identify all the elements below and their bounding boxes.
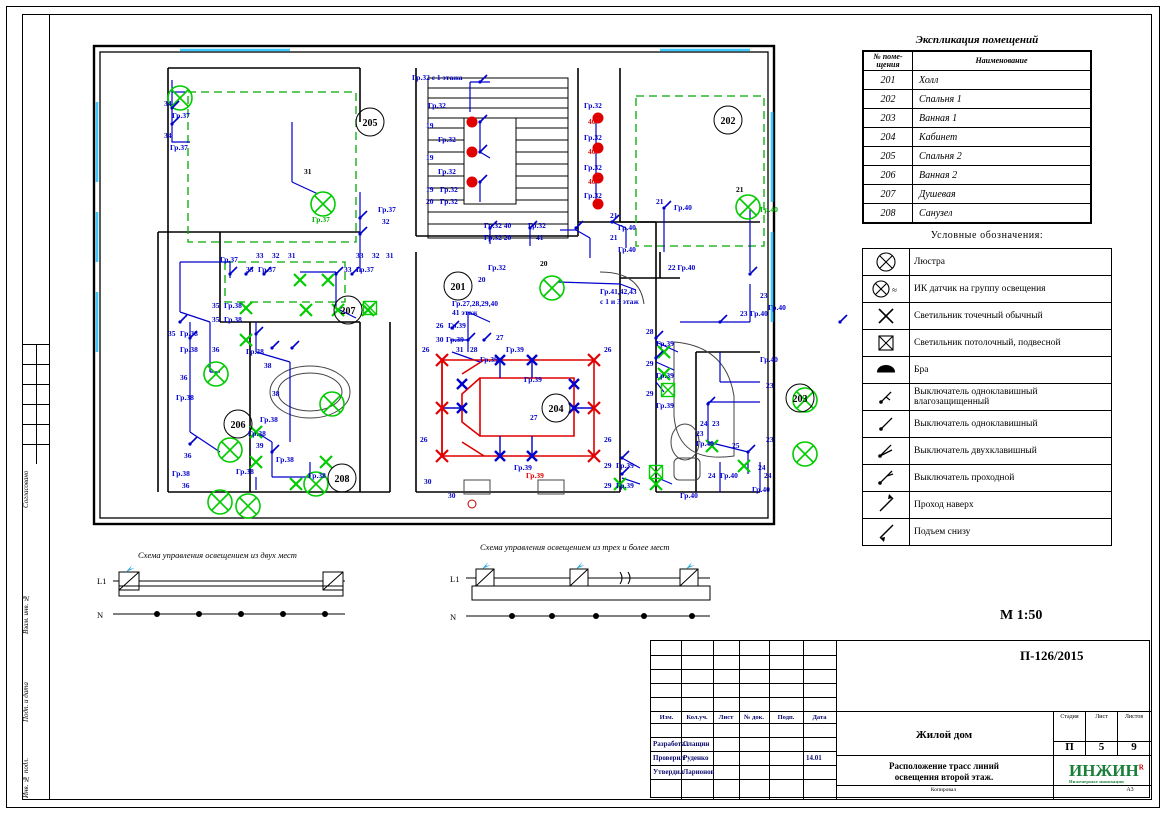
svg-text:Гр.37: Гр.37	[356, 265, 374, 274]
svg-text:Гр.38: Гр.38	[260, 415, 278, 424]
svg-text:Гр.32: Гр.32	[584, 133, 602, 142]
svg-text:Гр.32: Гр.32	[438, 135, 456, 144]
svg-text:Гр.39: Гр.39	[656, 339, 674, 348]
legend-title: Условные обозначения:	[930, 230, 1044, 241]
svg-text:Гр.32: Гр.32	[440, 185, 458, 194]
svg-text:19: 19	[426, 153, 434, 162]
svg-text:21: 21	[656, 197, 664, 206]
legend-row	[863, 492, 1111, 519]
table-row: 207 Душевая	[864, 185, 1091, 204]
spotlight-icon	[863, 303, 910, 329]
svg-text:38: 38	[272, 389, 280, 398]
svg-text:35: 35	[212, 301, 220, 310]
svg-text:21: 21	[736, 185, 744, 194]
svg-text:30: 30	[436, 335, 444, 344]
svg-text:33: 33	[256, 251, 264, 260]
scale-label: M 1:50	[1000, 608, 1043, 623]
svg-text:Гр.32: Гр.32	[584, 101, 602, 110]
svg-text:23: 23	[740, 309, 748, 318]
svg-text:201: 201	[450, 282, 466, 293]
legend-row	[863, 276, 1111, 303]
svg-text:29: 29	[604, 481, 612, 490]
svg-text:36: 36	[184, 451, 192, 460]
svg-text:Гр.38: Гр.38	[224, 301, 242, 310]
document-number: П-126/2015	[1020, 648, 1084, 663]
svg-text:Гр.39: Гр.39	[524, 375, 542, 384]
chandelier-icon	[863, 249, 910, 275]
copy-label: Копировал	[930, 787, 957, 793]
svg-text:Гр.39: Гр.39	[446, 335, 464, 344]
legend-row	[863, 249, 1111, 276]
tb-stage-value: П	[1065, 741, 1074, 753]
tb-role-1: Проверил	[653, 754, 685, 762]
legend-row	[863, 330, 1111, 357]
tb-name-1: Руденко	[683, 754, 709, 762]
svg-text:24: 24	[708, 471, 716, 480]
svg-text:21: 21	[610, 211, 618, 220]
explication-header-num	[864, 52, 913, 71]
explication-title: Экспликация помещений	[915, 34, 1039, 46]
tb-sheets-header: Листов	[1124, 714, 1144, 720]
svg-text:24: 24	[758, 463, 766, 472]
tb-col-kol: Кол.уч.	[686, 714, 708, 721]
svg-text:23: 23	[766, 381, 774, 390]
svg-text:31: 31	[304, 167, 312, 176]
svg-text:Гр.39: Гр.39	[526, 471, 544, 480]
scheme-l-label: L1	[97, 576, 107, 586]
svg-text:Гр.37: Гр.37	[378, 205, 396, 214]
tb-role-2: Утвердил	[653, 768, 684, 776]
left-margin-column	[22, 14, 50, 800]
svg-text:203: 203	[792, 394, 808, 405]
legend-label: Выключатель одноклавишный влагозащищенный	[914, 386, 1038, 407]
svg-text:28: 28	[470, 345, 478, 354]
svg-text:Гр.38: Гр.38	[180, 329, 198, 338]
table-row: 201 Холл	[864, 71, 1091, 90]
svg-text:Гр.39: Гр.39	[480, 355, 498, 364]
svg-text:Гр.41,42,43: Гр.41,42,43	[600, 287, 637, 296]
tb-col-data: Дата	[812, 714, 827, 721]
tb-col-podp: Подп.	[777, 714, 795, 721]
margin-label-changed: Взам. инв. №	[22, 594, 30, 634]
svg-text:29: 29	[646, 389, 654, 398]
scheme-two-places	[95, 562, 385, 637]
cable-from-below-icon	[863, 519, 910, 545]
tb-name-2: Ларионов	[683, 768, 715, 776]
legend-label: Бра	[914, 364, 929, 375]
svg-text:≈: ≈	[892, 285, 897, 295]
svg-text:33: 33	[356, 251, 364, 260]
svg-text:34: 34	[164, 131, 172, 140]
svg-text:Гр.40: Гр.40	[750, 309, 768, 318]
svg-text:206: 206	[230, 420, 246, 431]
tb-col-izm: Изм.	[659, 714, 674, 721]
svg-text:21: 21	[610, 233, 618, 242]
svg-text:Гр.40: Гр.40	[760, 205, 778, 214]
switch-2key-icon	[863, 438, 910, 464]
svg-text:Гр.39: Гр.39	[616, 481, 634, 490]
svg-text:32: 32	[272, 251, 280, 260]
svg-text:Гр.32 20: Гр.32 20	[484, 233, 512, 242]
svg-text:Гр.37: Гр.37	[170, 143, 188, 152]
svg-text:Гр.27,28,29,40: Гр.27,28,29,40	[452, 299, 498, 308]
svg-text:Гр.38: Гр.38	[180, 345, 198, 354]
svg-text:205: 205	[362, 118, 378, 129]
svg-text:Гр.38: Гр.38	[236, 467, 254, 476]
svg-text:Гр.32: Гр.32	[440, 197, 458, 206]
svg-text:36: 36	[182, 481, 190, 490]
svg-text:Гр.40: Гр.40	[752, 485, 770, 494]
svg-text:Гр.40: Гр.40	[680, 491, 698, 500]
legend-label: ИК датчик на группу освещения	[914, 283, 1046, 294]
svg-text:27: 27	[530, 413, 538, 422]
svg-text:Гр.32: Гр.32	[584, 163, 602, 172]
margin-label-inv: Инв. № подл.	[22, 757, 30, 799]
table-row: 208 Санузел	[864, 204, 1091, 223]
svg-text:Гр.32 40: Гр.32 40	[484, 221, 512, 230]
svg-text:Гр.39: Гр.39	[448, 321, 466, 330]
tb-role-0: Разработал	[653, 740, 689, 748]
svg-text:38: 38	[264, 361, 272, 370]
svg-text:Гр.39: Гр.39	[656, 371, 674, 380]
svg-text:Гр.39: Гр.39	[656, 401, 674, 410]
svg-text:40: 40	[588, 147, 596, 156]
svg-text:Гр.40: Гр.40	[696, 439, 714, 448]
svg-text:40: 40	[588, 117, 596, 126]
tb-col-list: Лист	[718, 714, 734, 721]
legend-row	[863, 438, 1111, 465]
table-row: 204 Кабинет	[864, 128, 1091, 147]
svg-text:32: 32	[382, 217, 390, 226]
svg-text:Гр.40: Гр.40	[674, 203, 692, 212]
table-row: 206 Ванная 2	[864, 166, 1091, 185]
scheme-caption-two: Схема управления освещением из двух мест	[138, 550, 297, 560]
svg-text:Гр.32: Гр.32	[488, 263, 506, 272]
svg-text:39: 39	[256, 441, 264, 450]
svg-text:30: 30	[448, 491, 456, 500]
svg-text:28: 28	[646, 327, 654, 336]
svg-text:Гр.40: Гр.40	[618, 245, 636, 254]
svg-text:26: 26	[422, 345, 430, 354]
svg-text:31: 31	[456, 345, 464, 354]
svg-text:26: 26	[420, 435, 428, 444]
svg-text:24: 24	[764, 471, 772, 480]
tb-date-1: 14.01	[806, 754, 822, 762]
svg-text:Гр.37: Гр.37	[220, 255, 238, 264]
svg-text:19: 19	[426, 121, 434, 130]
table-row: 203 Ванная 1	[864, 109, 1091, 128]
tb-object: Жилой дом	[915, 729, 973, 741]
explication-table	[862, 50, 1092, 224]
svg-text:41: 41	[536, 233, 544, 242]
svg-text:Гр.38: Гр.38	[224, 315, 242, 324]
svg-text:Гр.38: Гр.38	[248, 429, 266, 438]
svg-text:24: 24	[700, 419, 708, 428]
svg-text:Гр.40: Гр.40	[760, 355, 778, 364]
legend-table	[862, 248, 1112, 546]
header-num-text: № поме-щения	[873, 52, 903, 69]
legend-row	[863, 384, 1111, 411]
svg-text:Гр.39: Гр.39	[514, 463, 532, 472]
svg-text:29: 29	[646, 359, 654, 368]
margin-revision-grid	[22, 344, 50, 464]
svg-text:26: 26	[604, 345, 612, 354]
company-name: ИНЖИН	[1069, 761, 1139, 780]
margin-label-agreed: Согласовано	[22, 470, 30, 508]
svg-text:26: 26	[436, 321, 444, 330]
legend-label: Выключатель одноклавишный	[914, 418, 1038, 429]
legend-row	[863, 411, 1111, 438]
svg-text:26: 26	[604, 435, 612, 444]
svg-text:20: 20	[540, 259, 548, 268]
svg-text:Гр.32: Гр.32	[438, 167, 456, 176]
svg-text:40: 40	[588, 177, 596, 186]
svg-text:41 этаж: 41 этаж	[452, 308, 478, 317]
svg-text:34: 34	[164, 99, 172, 108]
svg-text:Гр.32 с 1 этажа: Гр.32 с 1 этажа	[412, 73, 463, 82]
svg-text:Гр.38: Гр.38	[176, 393, 194, 402]
svg-text:с 1 и 3 этаж: с 1 и 3 этаж	[600, 297, 639, 306]
tb-sheet-header: Лист	[1095, 714, 1108, 720]
legend-label: Светильник точечный обычный	[914, 310, 1043, 321]
switch-1key-icon	[863, 411, 910, 437]
scheme-n-label: N	[97, 610, 104, 620]
svg-text:31: 31	[288, 251, 296, 260]
svg-text:Гр.40: Гр.40	[720, 471, 738, 480]
company-logo: $ИНЖИН^R$ Инженерные инновации	[1069, 761, 1144, 784]
header-name-text: Наименование	[975, 56, 1028, 65]
tb-sheets-value: 9	[1131, 741, 1137, 753]
switch-pass-icon	[863, 465, 910, 491]
explication-header-name	[913, 52, 1091, 71]
tb-sheet-title: Расположение трасс линий освещения второй этаж.	[889, 761, 999, 783]
title-block	[650, 640, 1150, 798]
tb-stage-header: Стадия	[1060, 714, 1079, 720]
table-row: 205 Спальня 2	[864, 147, 1091, 166]
svg-text:Гр.37: Гр.37	[172, 111, 190, 120]
svg-text:Гр.37: Гр.37	[258, 265, 276, 274]
legend-row	[863, 519, 1111, 545]
switch-1key-wet-icon	[863, 384, 910, 410]
margin-label-subscr: Подп. и дата	[22, 682, 30, 722]
svg-text:23: 23	[696, 429, 704, 438]
legend-label: Светильник потолочный, подвесной	[914, 337, 1061, 348]
legend-label: Выключатель двухклавишный	[914, 445, 1037, 456]
svg-text:Гр.32: Гр.32	[428, 101, 446, 110]
svg-text:33: 33	[344, 265, 352, 274]
svg-text:23: 23	[760, 291, 768, 300]
svg-text:25: 25	[732, 441, 740, 450]
svg-text:30: 30	[424, 477, 432, 486]
legend-label: Выключатель проходной	[914, 472, 1015, 483]
svg-text:Гр.40: Гр.40	[768, 303, 786, 312]
svg-text:Гр.38: Гр.38	[308, 471, 326, 480]
svg-text:Гр.40: Гр.40	[618, 223, 636, 232]
table-row: 202 Спальня 1	[864, 90, 1091, 109]
svg-text:19: 19	[426, 185, 434, 194]
svg-text:Гр.32: Гр.32	[584, 191, 602, 200]
legend-row	[863, 465, 1111, 492]
svg-text:22 Гр.40: 22 Гр.40	[668, 263, 696, 272]
svg-text:204: 204	[548, 404, 564, 415]
svg-text:33: 33	[246, 265, 254, 274]
svg-text:23: 23	[766, 435, 774, 444]
legend-row	[863, 303, 1111, 330]
svg-text:Гр.38: Гр.38	[246, 347, 264, 356]
floor-plan	[60, 22, 850, 542]
scheme-three-places	[448, 556, 778, 637]
cable-up-icon	[863, 492, 910, 518]
svg-text:27: 27	[496, 333, 504, 342]
svg-text:Гр.39: Гр.39	[506, 345, 524, 354]
tb-name-0: Слащин	[683, 740, 710, 748]
svg-text:35: 35	[212, 315, 220, 324]
svg-text:29: 29	[604, 461, 612, 470]
svg-text:Гр.32: Гр.32	[528, 221, 546, 230]
svg-text:36: 36	[212, 345, 220, 354]
legend-row	[863, 357, 1111, 384]
svg-text:208: 208	[334, 474, 350, 485]
tb-sheet-value: 5	[1098, 741, 1105, 753]
ceiling-lamp-icon	[863, 330, 910, 356]
svg-text:36: 36	[180, 373, 188, 382]
format-label: А3	[1126, 787, 1134, 793]
svg-text:Гр.37: Гр.37	[312, 215, 330, 224]
svg-text:202: 202	[720, 116, 736, 127]
svg-text:32: 32	[372, 251, 380, 260]
legend-label: Подъем снизу	[914, 526, 971, 537]
svg-text:23: 23	[712, 419, 720, 428]
svg-text:Гр.38: Гр.38	[172, 469, 190, 478]
sconce-icon	[863, 357, 910, 383]
ir-sensor-icon	[863, 276, 910, 302]
scheme-n-label: N	[450, 612, 457, 622]
svg-text:Гр.38: Гр.38	[276, 455, 294, 464]
legend-label: Проход наверх	[914, 499, 974, 510]
svg-text:20: 20	[478, 275, 486, 284]
scheme-l-label: L1	[450, 574, 460, 584]
company-tagline: Инженерные инновации	[1069, 779, 1125, 784]
svg-text:Гр.39: Гр.39	[616, 461, 634, 470]
svg-text:20: 20	[426, 197, 434, 206]
legend-label: Люстра	[914, 256, 945, 267]
scheme-caption-three: Схема управления освещением из трех и более мест	[480, 542, 670, 552]
tb-col-doc: № док.	[743, 714, 765, 721]
svg-text:31: 31	[386, 251, 394, 260]
svg-text:207: 207	[340, 306, 356, 317]
svg-text:35: 35	[168, 329, 176, 338]
